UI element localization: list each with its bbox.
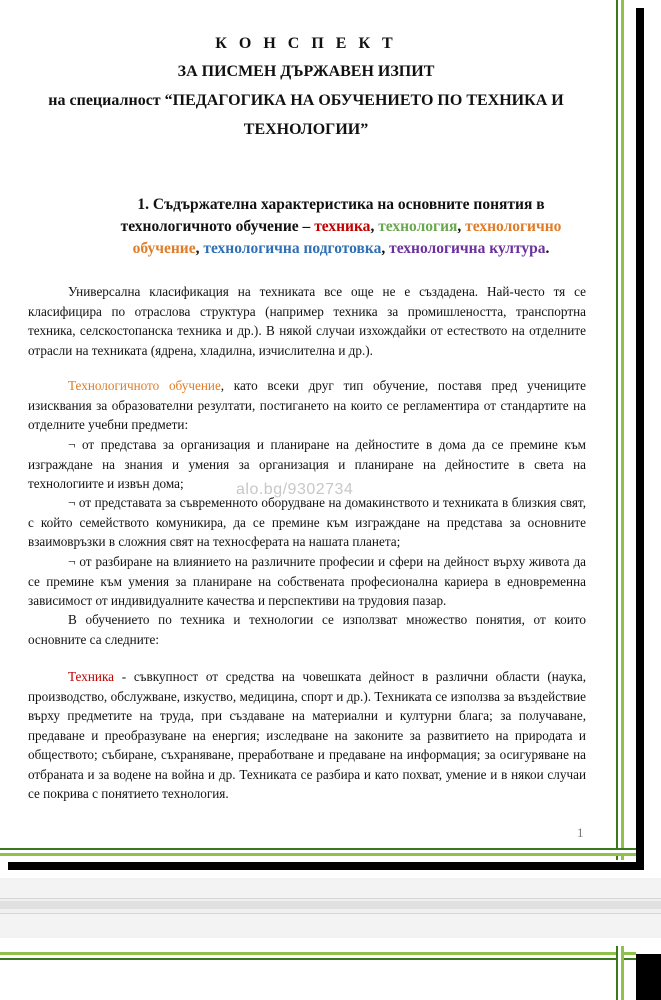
bullet-icon: ¬ (68, 554, 76, 569)
separator: , (195, 240, 204, 257)
term-tehnologichno-obuchenie-inline: Технологичното обучение (68, 378, 221, 393)
document-title: К О Н С П Е К Т (215, 35, 397, 52)
bullet-text: от представа за организация и планиране на дейностите в дома да се премине към изграждане на знания и умения за организация и планиране на дейностите в света на технологиите и извън дома; (28, 437, 587, 491)
term-tehnika-inline: Техника (68, 669, 115, 684)
page-number: 1 (577, 825, 584, 840)
bullet-icon: ¬ (68, 437, 76, 452)
paragraph-concepts-intro: В обучението по техника и технологии се използват множество понятия, от които основните са следните: (28, 612, 586, 647)
paragraph-tech-education (28, 376, 586, 435)
paragraph-classification: Универсална класификация на техниката все още не е създадена. Най-често тя се класифицира по отраслова структура (например техника за промишлеността, транспортна техника, селскостопанска техника и др.). В някой случаи изхождайки от естеството на отделните отрасли на техниката (ядрена, хладилна, изчислителна и др.). (28, 284, 586, 358)
paragraph-text: - съвкупност от средства на човешката дейност в различни области (наука, производство, обслужване, изкуство, медицина, спорт и др.). Техниката се използва за въздействие върху предметите на труда, при създаване на материални и културни блага; за получаване, предаване и преобразуване на енергия; изследване на законите за развитието на природата и обществото; събиране, съхраняване, преработване и предаване на информация; за осигуряване на отбраната и за водене на война и др. Техниката се разбира и като похват, умение и в някои случаи се покрива с понятието технология. (28, 669, 586, 801)
paragraph-text: , като всеки друг тип обучение, поставя пред учениците изисквания за образователни резултати, постигането на които се регламентира от стандартите на отделните учебни предмети: (28, 378, 586, 432)
page-2-border-right (616, 946, 638, 1000)
page-border-right (616, 0, 638, 860)
document-specialty-line: на специалност “ПЕДАГОГИКА НА ОБУЧЕНИЕТО ПО ТЕХНИКА И (48, 92, 564, 109)
bullet-text: от разбиране на влиянието на различните професии и сфери на дейност върху живота да се премине към умения за планиране на собствената професионална кариера в едновременна зависимост от индивидуалните качества и перспективи на трудовия пазар. (28, 554, 587, 608)
separator: , (381, 240, 390, 257)
page-2-border-top (0, 946, 636, 960)
bullet-item-2 (28, 493, 586, 552)
section-heading (96, 194, 586, 260)
term-tehnologichna-kultura: технологична култура (389, 240, 546, 257)
term-tehnika: техника (314, 218, 371, 235)
term-tehnologia: технология (378, 218, 458, 235)
heading-end: . (545, 240, 550, 257)
document-specialty-line-2: ТЕХНОЛОГИИ” (243, 121, 369, 138)
section-heading-text: 1. Съдържателна характеристика на основните понятия в технологичното обучение – (120, 196, 545, 235)
watermark: alo.bg/9302734 (236, 481, 354, 498)
bullet-text: от представата за съвременното оборудване на домакинството и техниката в близкия свят, с който семейството комуникира, да се премине към изграждане на представа за основните взаимовръзки в сложния свят на техносферата на нашата планета; (28, 495, 586, 549)
bullet-icon: ¬ (68, 495, 76, 510)
bullet-item-3 (28, 552, 586, 611)
horizontal-scrollbar-thumb[interactable] (0, 901, 661, 909)
term-tehnologichno-obuchenie: технологично обучение (132, 218, 562, 257)
paragraph-tehnika-definition (28, 667, 586, 804)
separator: , (370, 218, 379, 235)
separator: , (457, 218, 466, 235)
document-subtitle: ЗА ПИСМЕН ДЪРЖАВЕН ИЗПИТ (177, 63, 435, 80)
term-tehnologichna-podgotovka: технологична подготовка (203, 240, 382, 257)
page-border-bottom (0, 848, 636, 864)
